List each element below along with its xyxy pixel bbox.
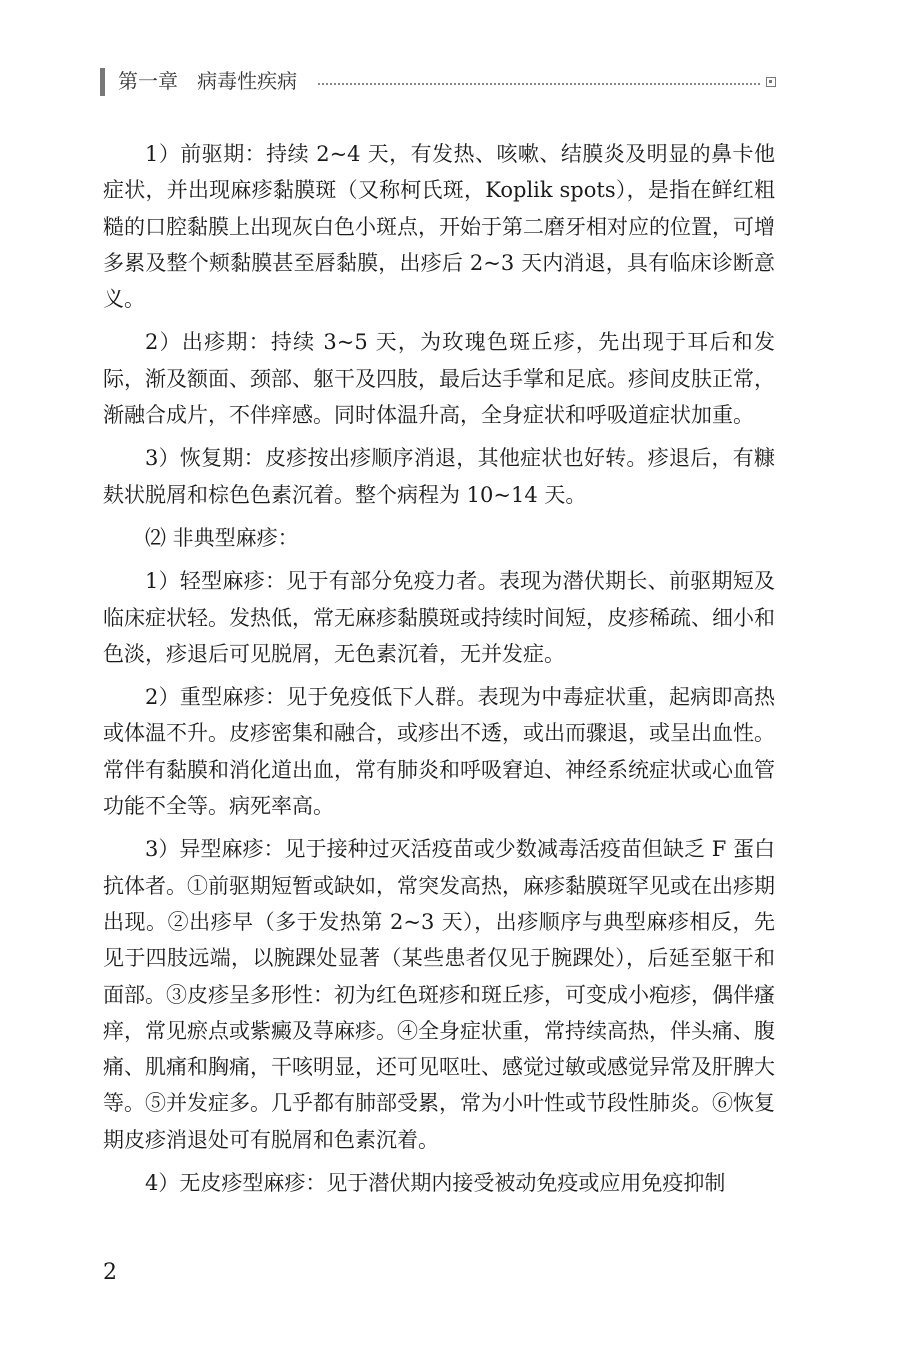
paragraph-eruption-stage: 2）出疹期：持续 3~5 天，为玫瑰色斑丘疹，先出现于耳后和发际，渐及额面、颈部、躯干及四肢，最后达手掌和足底。疹间皮肤正常，渐融合成片，不伴痒感。同时体温升高，全身症状和呼吸道症状加重。 (103, 330, 775, 428)
running-header (100, 64, 776, 100)
paragraph-atypical-measles: 3）异型麻疹：见于接种过灭活疫苗或少数减毒活疫苗但缺乏 F 蛋白抗体者。①前驱期短暂或缺如，常突发高热，麻疹黏膜斑罕见或在出疹期出现。②出疹早（多于发热第 2~3 天），出疹顺序与典型麻疹相反，先见于四肢远端，以腕踝处显著（某些患者仅见于腕踝处），后延至躯干和面部。③皮疹呈多形性：初为红色斑疹和斑丘疹，可变成小疱疹，偶伴瘙痒，常见瘀点或紫癜及荨麻疹。④全身症状重，常持续高热，伴头痛、腹痛、肌痛和胸痛，干咳明显，还可见呕吐、感觉过敏或感觉异常及肝脾大等。⑤并发症多。几乎都有肺部受累，常为小叶性或节段性肺炎。⑥恢复期皮疹消退处可有脱屑和色素沉着。 (103, 837, 775, 1152)
subheading-atypical-measles: ⑵ 非典型麻疹： (145, 525, 299, 550)
header-accent-bar (100, 68, 105, 96)
header-dotted-rule (318, 83, 760, 85)
paragraph-severe-measles: 2）重型麻疹：见于免疫低下人群。表现为中毒症状重，起病即高热或体温不升。皮疹密集和融合，或疹出不透，或出而骤退，或呈出血性。常伴有黏膜和消化道出血，常有肺炎和呼吸窘迫、神经系统症状或心血管功能不全等。病死率高。 (103, 685, 775, 819)
paragraph-mild-measles: 1）轻型麻疹：见于有部分免疫力者。表现为潜伏期长、前驱期短及临床症状轻。发热低，常无麻疹黏膜斑或持续时间短，皮疹稀疏、细小和色淡，疹退后可见脱屑，无色素沉着，无并发症。 (103, 569, 775, 666)
chapter-title: 第一章 病毒性疾病 (118, 69, 298, 93)
paragraph-rashless-measles: 4）无皮疹型麻疹：见于潜伏期内接受被动免疫或应用免疫抑制 (145, 1171, 726, 1196)
paragraph-prodromal-stage: 1）前驱期：持续 2~4 天，有发热、咳嗽、结膜炎及明显的鼻卡他症状，并出现麻疹黏膜斑（又称柯氏斑，Koplik spots），是指在鲜红粗糙的口腔黏膜上出现灰白色小斑点，开始于第二磨牙相对应的位置，可增多累及整个颊黏膜甚至唇黏膜，出疹后 2~3 天内消退，具有临床诊断意义。 (103, 142, 775, 312)
body-text (103, 136, 775, 1208)
paragraph-recovery-stage: 3）恢复期：皮疹按出疹顺序消退，其他症状也好转。疹退后，有糠麸状脱屑和棕色色素沉着。整个病程为 10~14 天。 (103, 446, 775, 507)
page-number: 2 (103, 1260, 117, 1285)
square-ornament-icon (766, 77, 776, 87)
